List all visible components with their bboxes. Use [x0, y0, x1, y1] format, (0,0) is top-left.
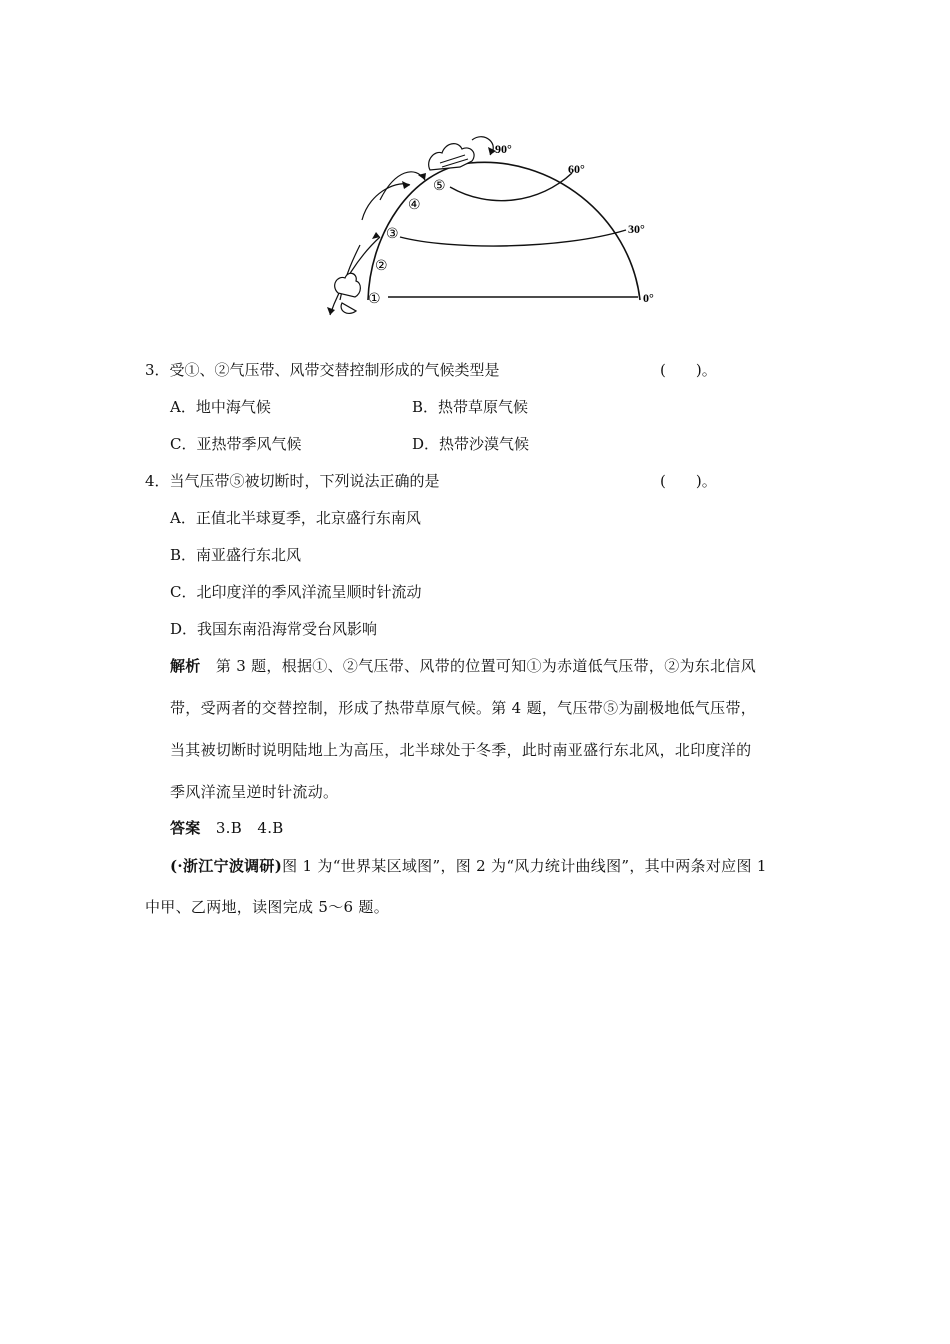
cloud-top [429, 144, 474, 170]
intro-source: (·浙江宁波调研) [170, 857, 283, 875]
cloud-bottom [335, 273, 361, 297]
answer-text: 3.B 4.B [215, 819, 284, 837]
answer-line [170, 818, 284, 838]
arrowhead-1 [327, 307, 335, 315]
label-lat60: 60° [568, 162, 585, 176]
q4-option-a: A．正值北半球夏季，北京盛行东南风 [170, 509, 421, 527]
label-lat90: 90° [495, 142, 512, 156]
label-belt-5: ⑤ [433, 178, 446, 194]
analysis-line-3: 当其被切断时说明陆地上为高压，北半球处于冬季，此时南亚盛行东北风，北印度洋的 [170, 741, 752, 759]
label-belt-3: ③ [386, 226, 399, 242]
pressure-belt-diagram [300, 125, 680, 335]
analysis-line-4: 季风洋流呈逆时针流动。 [170, 783, 339, 801]
q3-answer-paren: ( )。 [660, 361, 717, 379]
q4-option-c: C．北印度洋的季风洋流呈顺时针流动 [170, 583, 422, 601]
label-lat0: 0° [643, 291, 654, 305]
earth-outline-arc [368, 162, 640, 300]
q3-option-c: C．亚热带季风气候 [170, 435, 302, 453]
intro-text-1: 图 1 为“世界某区域图”，图 2 为“风力统计曲线图”，其中两条对应图 1 [282, 857, 767, 875]
q4-option-d: D．我国东南沿海常受台风影响 [170, 620, 378, 638]
intro-line-1 [170, 856, 767, 876]
lat60-line [450, 173, 572, 201]
q3-stem: 3．受①、②气压带、风带交替控制形成的气候类型是 [145, 361, 500, 379]
label-lat30: 30° [628, 222, 645, 236]
cloud-bottom-2 [341, 303, 356, 313]
analysis-line-1 [170, 656, 756, 676]
label-belt-4: ④ [408, 197, 421, 213]
answer-label: 答案 [170, 819, 201, 837]
label-belt-2: ② [375, 258, 388, 274]
q4-stem: 4．当气压带⑤被切断时，下列说法正确的是 [145, 472, 440, 490]
intro-line-2: 中甲、乙两地，读图完成 5～6 题。 [145, 898, 390, 916]
analysis-label: 解析 [170, 657, 201, 675]
q3-option-a: A．地中海气候 [170, 398, 271, 416]
q4-answer-paren: ( )。 [660, 472, 717, 490]
lat30-line [400, 230, 626, 246]
q3-option-d: D．热带沙漠气候 [412, 435, 530, 453]
analysis-text-1: 第 3 题，根据①、②气压带、风带的位置可知①为赤道低气压带，②为东北信风 [215, 657, 757, 675]
q3-option-b: B．热带草原气候 [412, 398, 529, 416]
arrowhead-3 [402, 181, 410, 189]
label-belt-1: ① [368, 291, 381, 307]
analysis-line-2: 带，受两者的交替控制，形成了热带草原气候。第 4 题，气压带⑤为副极地低气压带， [170, 699, 757, 717]
q4-option-b: B．南亚盛行东北风 [170, 546, 302, 564]
